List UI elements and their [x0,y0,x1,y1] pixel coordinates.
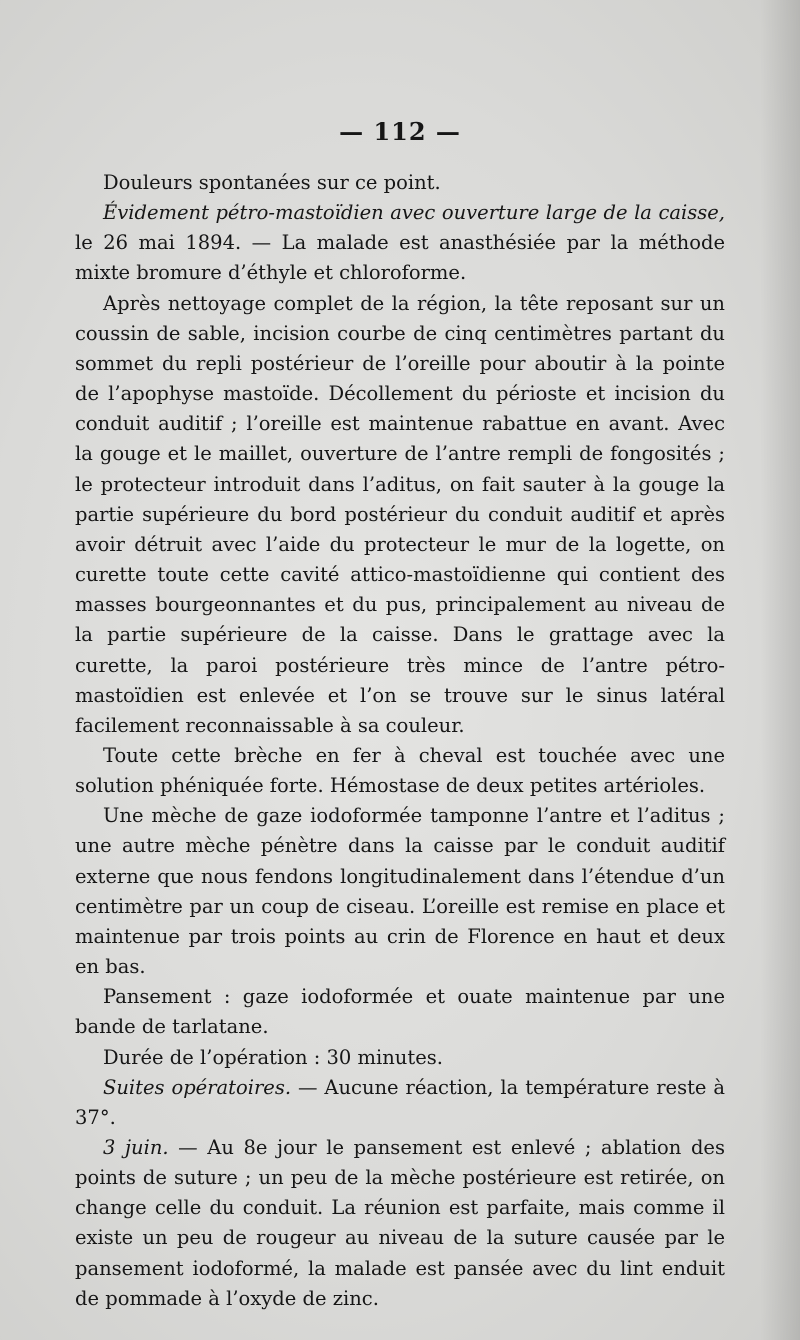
paragraph-text: le 26 mai 1894. — La malade est anasthésiée par la méthode mixte bromure d’éthyle et chloroforme. [75,231,725,285]
paragraph-text: — Au 8e jour le pansement est enlevé ; ablation des points de suture ; un peu de la mèche postérieure est retirée, on change celle du conduit. La réunion est parfaite, mais comme il existe un peu de rougeur au niveau de la suture causée par le pansement iodoformé, la malade est pansée avec du lint enduit de pommade à l’oxyde de zinc. [75,1136,725,1310]
paragraph-text: Douleurs spontanées sur ce point. [103,171,441,194]
paragraph-evidement [75,198,725,288]
paragraph-heading-italic: Suites opératoires. [103,1075,292,1099]
page-number: — 112 — [339,117,461,146]
paragraph-text: Une mèche de gaze iodoformée tamponne l’antre et l’aditus ; une autre mèche pénètre dans la caisse par le conduit auditif externe que nous fendons longitudinalement dans l’étendue d’un centimètre par un coup de ciseau. L’oreille est remise en place et maintenue par trois points au crin de Florence en haut et deux en bas. [75,804,725,979]
paragraph-3-juin [75,1133,725,1314]
paragraph-operation [75,289,725,741]
paragraph-duree [75,1043,725,1073]
paragraph-douleurs [75,168,725,198]
paragraph-heading-italic: Évidement pétro-mastoïdien avec ouverture large de la caisse, [103,201,725,225]
paragraph-text: — Aucune réaction, la température reste à 37°. [75,1075,725,1129]
paragraph-text: Pansement : gaze iodoformée et ouate maintenue par une bande de tarlatane. [75,985,725,1039]
paragraph-suites [75,1073,725,1133]
paragraph-text: Durée de l’opération : 30 minutes. [103,1045,443,1069]
paragraph-meche [75,801,725,982]
page-edge-shadow [760,0,800,1340]
paragraph-breche [75,741,725,801]
paragraph-heading-italic: 3 juin. [103,1136,169,1159]
paragraph-text: Toute cette brèche en fer à cheval est touchée avec une solution phéniquée forte. Hémostase de deux petites artérioles. [75,743,725,798]
paragraph-pansement [75,982,725,1042]
body-text [75,168,725,1314]
paragraph-text: Après nettoyage complet de la région, la tête reposant sur un coussin de sable, incision courbe de cinq centimètres partant du sommet du repli postérieur de l’oreille pour aboutir à la pointe de l’apophyse mastoïde. Décollement du périoste et incision du conduit auditif ; l’oreille est maintenue rabattue en avant. Avec la gouge et le maillet, ouverture de l’antre rempli de fongosités ; le protecteur introduit dans l’aditus, on fait sauter à la gouge la partie supérieure du bord postérieur du conduit auditif et après avoir détruit avec l’aide du protecteur le mur de la logette, on curette toute cette cavité attico-mastoïdienne qui contient des masses bourgeonnantes et du pus, principalement au niveau de la partie supérieure de la caisse. Dans le grattage avec la curette, la paroi postérieure très mince de l’antre pétro-mastoïdien est enlevée et l’on se trouve sur le sinus latéral facilement reconnaissable à sa couleur. [75,291,725,737]
